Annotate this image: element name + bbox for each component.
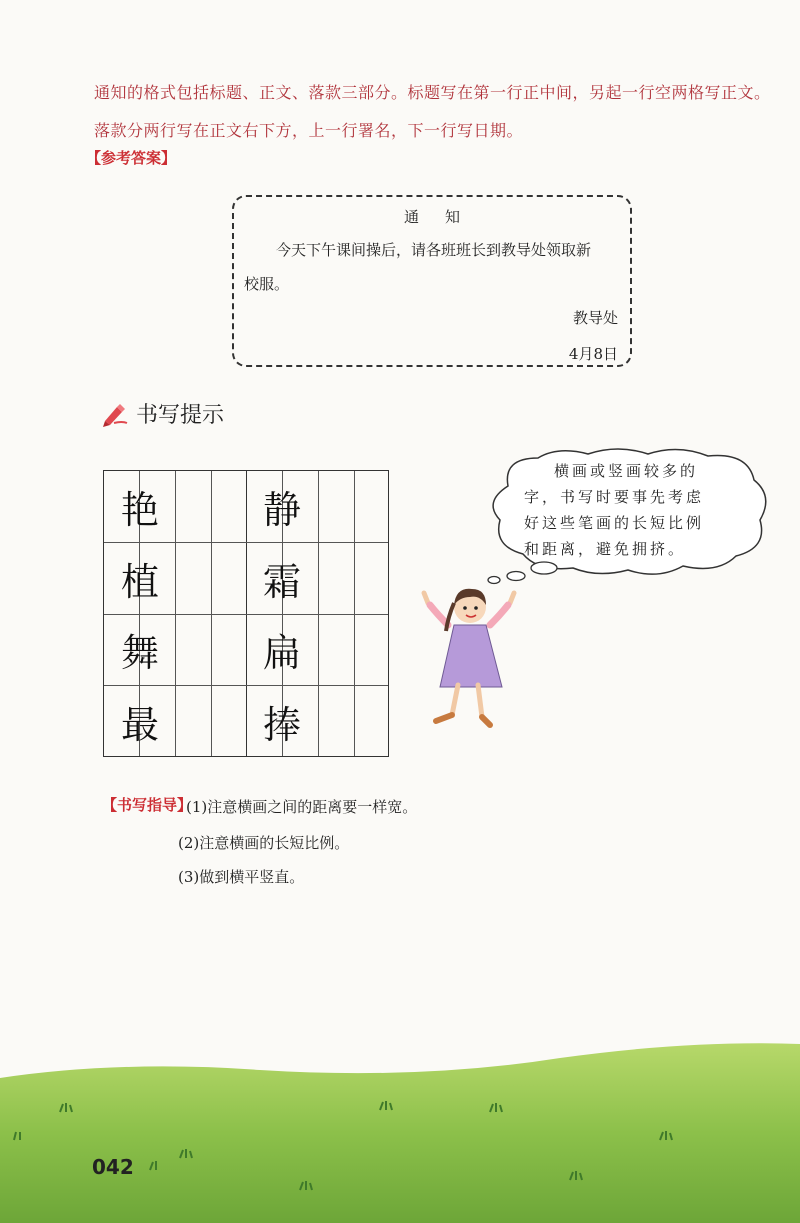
practice-char: 霜 <box>262 559 301 604</box>
bubble-text <box>524 458 744 562</box>
section-title: 书写提示 <box>136 403 225 428</box>
girl-illustration <box>418 575 528 735</box>
practice-char: 植 <box>120 559 159 604</box>
notice-signature: 教导处 <box>572 309 618 327</box>
pen-icon <box>100 399 130 429</box>
notice-body-line-1: 今天下午课间操后，请各班班长到教导处领取新 <box>276 241 592 259</box>
bubble-line: 横画或竖画较多的 <box>554 462 699 480</box>
intro-line-2: 落款分两行写在正文右下方，上一行署名，下一行写日期。 <box>94 121 524 140</box>
intro-text <box>94 74 784 150</box>
notice-date: 4月8日 <box>568 345 618 363</box>
practice-char: 扁 <box>262 630 301 675</box>
guide-item: (3)做到横平竖直。 <box>178 868 305 886</box>
intro-line-1: 通知的格式包括标题、正文、落款三部分。标题写在第一行正中间，另起一行空两格写正文。 <box>94 83 771 102</box>
notice-title: 通知 <box>403 208 486 226</box>
practice-char: 最 <box>120 702 159 747</box>
guide-item: (1)注意横画之间的距离要一样宽。 <box>186 798 418 816</box>
notice-body-line-2: 校服。 <box>244 275 290 293</box>
notice-box <box>232 195 632 367</box>
practice-char: 捧 <box>262 702 301 747</box>
grass-background <box>0 1040 800 1223</box>
bubble-line: 好这些笔画的长短比例 <box>524 514 705 532</box>
practice-char: 艳 <box>120 487 159 532</box>
practice-grid <box>103 470 389 757</box>
bubble-line: 字，书写时要事先考虑 <box>524 488 705 506</box>
practice-char: 静 <box>262 487 301 532</box>
bubble-line: 和距离，避免拥挤。 <box>524 540 687 558</box>
section-heading <box>100 398 224 429</box>
practice-char: 舞 <box>120 630 159 675</box>
writing-guide-label: 【书写指导】 <box>102 796 193 814</box>
reference-answer-label: 【参考答案】 <box>86 149 177 167</box>
guide-item: (2)注意横画的长短比例。 <box>178 834 350 852</box>
page-number: 042 <box>92 1155 134 1179</box>
